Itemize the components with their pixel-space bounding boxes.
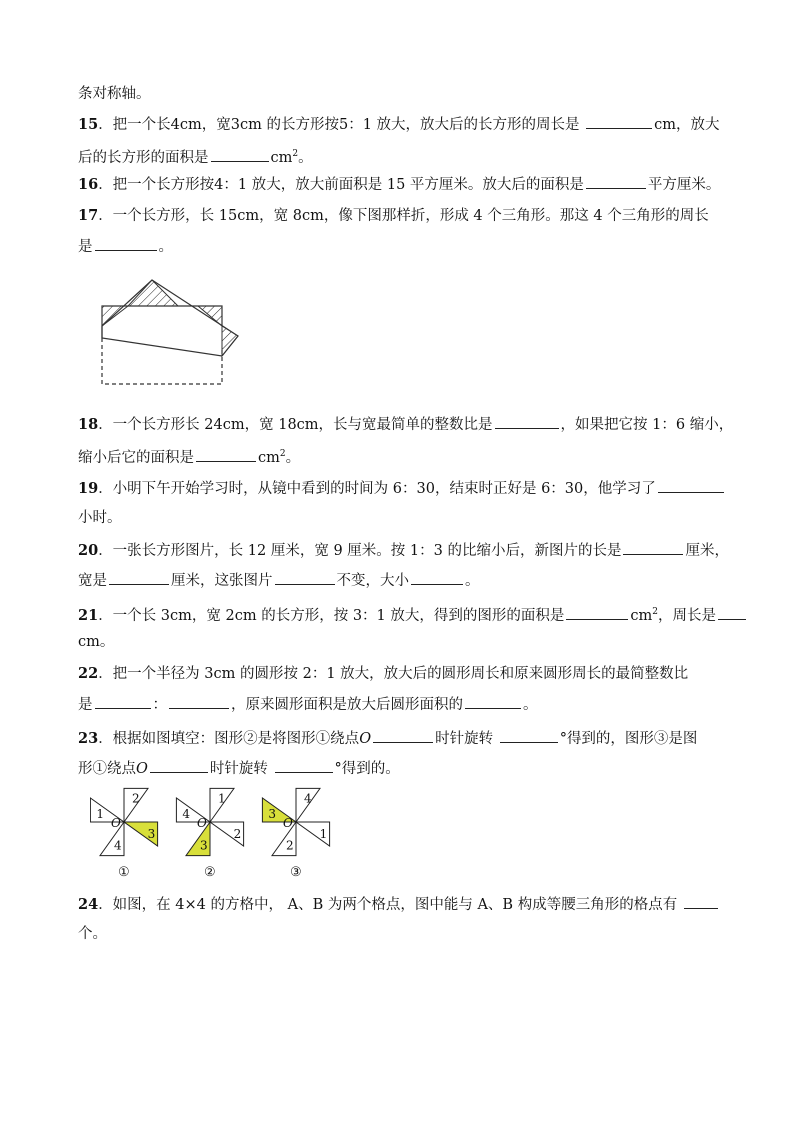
- q15-number: 15: [78, 116, 99, 133]
- q23-text-c: °得到的，图形③是图: [559, 731, 698, 747]
- dashed-outline: [102, 338, 222, 384]
- q17-number: 17: [78, 207, 99, 224]
- q18-text-c: 缩小后它的面积是: [78, 449, 194, 466]
- pinwheel-2-caption: ②: [204, 865, 216, 880]
- q17-end: 。: [158, 239, 173, 255]
- q23-number: 23: [78, 730, 99, 747]
- pinwheel-1-label-4: 4: [114, 838, 122, 853]
- pinwheel-2-label-1: 1: [218, 791, 226, 806]
- q18-blank-2[interactable]: [196, 447, 256, 462]
- q15-line2: [78, 144, 313, 168]
- q22-blank-1[interactable]: [95, 694, 151, 709]
- q23-blank-4[interactable]: [275, 758, 333, 773]
- q22-number: 22: [78, 665, 99, 682]
- q20-text-d: 厘米，这张图片: [171, 573, 273, 589]
- q21-line2: [78, 632, 114, 652]
- q19-line2: [78, 508, 122, 528]
- q20-line2: [78, 570, 480, 591]
- triangle-2: [128, 280, 178, 306]
- pinwheel-2-center-o: O: [197, 816, 207, 830]
- q24-blank[interactable]: [684, 894, 718, 909]
- q23-text-d: 形①绕点: [78, 761, 136, 777]
- q18-line1: [78, 414, 733, 435]
- q20-text-c: 宽是: [78, 573, 107, 589]
- q15-blank-2[interactable]: [211, 147, 269, 162]
- q21-text-c: ，周长是: [657, 607, 716, 624]
- q19-text-a: ．小明下午开始学习时，从镜中看到的时间为 6：30，结束时正好是 6：30，他学习了: [98, 481, 656, 497]
- pinwheel-3-label-3: 3: [268, 807, 277, 821]
- q15-end: 。: [298, 149, 313, 166]
- q16-line: [78, 174, 720, 195]
- q18-unit: cm: [258, 449, 280, 466]
- q22-blank-2[interactable]: [169, 694, 229, 709]
- q21-blank-2[interactable]: [718, 605, 746, 620]
- q23-text-b: 时针旋转: [435, 731, 494, 747]
- q22-text-d: ，原来圆形面积是放大后圆形面积的: [231, 697, 463, 713]
- q18-end: 。: [285, 449, 301, 466]
- q24-text-b: 个。: [78, 926, 107, 942]
- q20-blank-2[interactable]: [109, 570, 169, 585]
- q18-text-b: ，如果把它按 1：6 缩小，: [560, 417, 734, 433]
- q19-text-b: 小时。: [78, 510, 122, 526]
- pinwheel-3-label-4: 4: [304, 791, 312, 806]
- q21-line1: [78, 602, 748, 626]
- q22-blank-3[interactable]: [465, 694, 521, 709]
- q24-number: 24: [78, 896, 99, 913]
- q20-text-a: ．一张长方形图片，长 12 厘米，宽 9 厘米。按 1：3 的比缩小后，新图片的长是: [98, 543, 622, 559]
- pinwheel-1: [90, 788, 157, 880]
- q23-line1: [78, 728, 697, 749]
- q22-colon: ：: [152, 697, 167, 713]
- q19-number: 19: [78, 480, 99, 497]
- pinwheel-3-caption: ③: [290, 865, 302, 880]
- q24-line2: [78, 924, 107, 944]
- q21-blank-1[interactable]: [566, 605, 628, 620]
- q23-blank-1[interactable]: [373, 728, 433, 743]
- pinwheel-2: [176, 788, 243, 880]
- q22-line1: [78, 664, 688, 684]
- q15-line1: [78, 114, 720, 135]
- q21-number: 21: [78, 606, 99, 624]
- q17-blank[interactable]: [95, 236, 157, 251]
- pinwheel-figures: [90, 784, 360, 884]
- q18-line2: [78, 444, 300, 468]
- pinwheel-1-label-3: 3: [147, 827, 156, 841]
- q23-text-a: ．根据如图填空：图形②是将图形①绕点: [98, 731, 360, 747]
- q15-unit: cm: [270, 149, 293, 166]
- pinwheel-1-center-o: O: [111, 816, 121, 830]
- pinwheel-3: [262, 788, 329, 880]
- q19-blank[interactable]: [658, 478, 724, 493]
- q23-line2: [78, 758, 400, 779]
- q22-text-a: ．把一个半径为 3cm 的圆形按 2：1 放大，放大后的圆形周长和原来圆形周长的最简整数比: [98, 666, 689, 682]
- q23-point-o: O: [359, 731, 372, 747]
- pinwheel-3-center-o: O: [283, 816, 293, 830]
- folded-rectangle-figure: [98, 278, 248, 388]
- pinwheel-2-label-2: 2: [233, 827, 242, 841]
- q21-unit: cm: [630, 607, 653, 624]
- q24-text-a: ．如图，在 4×4 的方格中， A、B 为两个格点，图中能与 A、B 构成等腰三角形的格点有: [98, 897, 678, 913]
- pinwheel-3-label-1: 1: [319, 827, 328, 841]
- q18-blank-1[interactable]: [495, 414, 559, 429]
- q24-line1: [78, 894, 720, 915]
- q20-line1: [78, 540, 729, 561]
- q21-sup: 2: [652, 607, 658, 617]
- q20-blank-1[interactable]: [623, 540, 683, 555]
- pinwheel-2-label-3: 3: [200, 838, 208, 853]
- pinwheel-1-caption: ①: [118, 865, 130, 880]
- pinwheel-1-label-1: 1: [96, 807, 105, 821]
- q20-end: 。: [465, 573, 480, 589]
- q15-sup: 2: [292, 149, 299, 159]
- pinwheel-3-label-2: 2: [286, 838, 294, 853]
- q23-blank-2[interactable]: [500, 728, 558, 743]
- q15-text-a: ．把一个长4cm，宽3cm 的长方形按5：1 放大，放大后的长方形的周长是: [98, 117, 580, 133]
- q20-text-b: 厘米，: [685, 543, 729, 559]
- q17-text-b: 是: [78, 239, 93, 255]
- q23-text-e: 时针旋转: [209, 761, 268, 777]
- q14-text: 条对称轴。: [78, 86, 151, 102]
- q20-number: 20: [78, 542, 99, 559]
- q19-line1: [78, 478, 726, 499]
- q16-number: 16: [78, 176, 99, 193]
- pinwheel-2-label-4: 4: [182, 807, 191, 821]
- q16-blank[interactable]: [586, 174, 646, 189]
- q15-blank-1[interactable]: [586, 114, 652, 129]
- q15-text-c: 后的长方形的面积是: [78, 149, 209, 166]
- q17-line1: [78, 206, 709, 226]
- q22-text-b: 是: [78, 697, 93, 713]
- q22-line2: [78, 694, 538, 715]
- q16-text-a: ．把一个长方形按4：1 放大，放大前面积是 15 平方厘米。放大后的面积是: [98, 177, 584, 193]
- q18-text-a: ．一个长方形长 24cm，宽 18cm，长与宽最简单的整数比是: [98, 417, 493, 433]
- q18-number: 18: [78, 416, 99, 433]
- q16-text-b: 平方厘米。: [647, 177, 721, 193]
- q21-text-d: cm。: [78, 634, 115, 650]
- q23-blank-3[interactable]: [150, 758, 208, 773]
- q20-blank-4[interactable]: [411, 570, 463, 585]
- q17-text-a: ．一个长方形，长 15cm，宽 8cm，像下图那样折，形成 4 个三角形。那这 4 个三角形的周长: [98, 208, 709, 224]
- q21-text-a: ．一个长 3cm，宽 2cm 的长方形，按 3：1 放大，得到的图形的面积是: [98, 607, 565, 624]
- q20-blank-3[interactable]: [275, 570, 335, 585]
- q22-end: 。: [523, 697, 538, 713]
- q18-sup: 2: [279, 449, 286, 459]
- pinwheel-1-label-2: 2: [132, 791, 140, 806]
- q17-line2: [78, 236, 173, 257]
- q14-tail: [78, 84, 151, 104]
- q20-text-e: 不变，大小: [336, 573, 409, 589]
- q23-text-f: °得到的。: [334, 761, 400, 777]
- q15-text-b: cm，放大: [654, 117, 720, 133]
- q23-point-o-2: O: [136, 761, 148, 777]
